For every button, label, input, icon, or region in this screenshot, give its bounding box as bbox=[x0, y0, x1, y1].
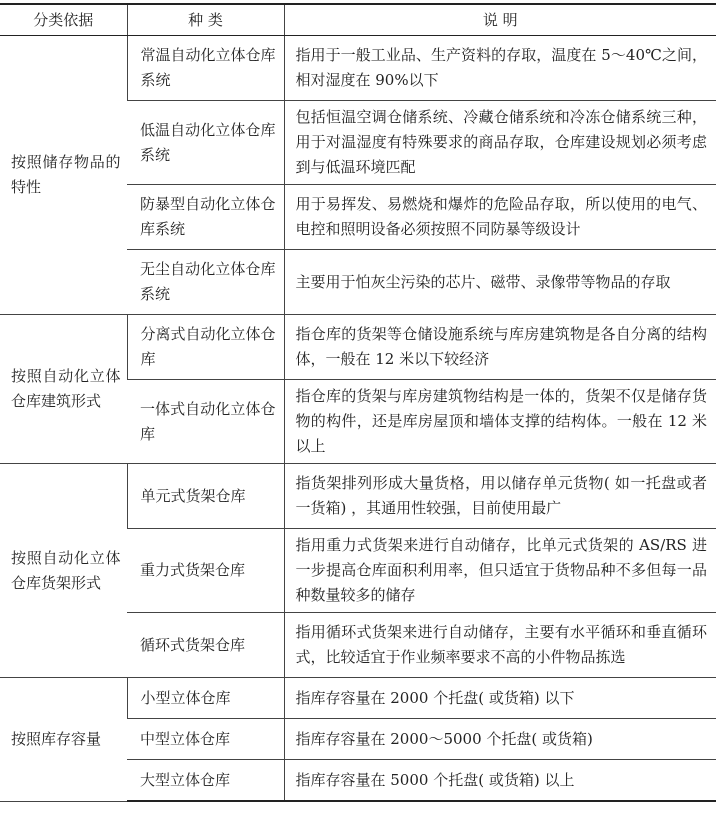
header-description: 说 明 bbox=[284, 4, 716, 36]
kind-cell: 单元式货架仓库 bbox=[127, 464, 284, 529]
kind-cell: 小型立体仓库 bbox=[127, 678, 284, 719]
kind-cell: 常温自动化立体仓库系统 bbox=[127, 36, 284, 101]
kind-cell: 分离式自动化立体仓库 bbox=[127, 315, 284, 380]
kind-cell: 防暴型自动化立体仓库系统 bbox=[127, 185, 284, 250]
table-row bbox=[0, 464, 716, 529]
kind-cell: 大型立体仓库 bbox=[127, 760, 284, 802]
kind-cell: 重力式货架仓库 bbox=[127, 529, 284, 613]
description-cell: 指库存容量在 2000 个托盘( 或货箱) 以下 bbox=[284, 678, 716, 719]
basis-cell: 按照自动化立体仓库货架形式 bbox=[0, 464, 127, 678]
table-row bbox=[0, 315, 716, 380]
kind-cell: 一体式自动化立体仓库 bbox=[127, 380, 284, 464]
basis-cell: 按照库存容量 bbox=[0, 678, 127, 802]
description-cell: 主要用于怕灰尘污染的芯片、磁带、录像带等物品的存取 bbox=[284, 250, 716, 315]
description-cell: 指库存容量在 2000～5000 个托盘( 或货箱) bbox=[284, 719, 716, 760]
description-cell: 指仓库的货架等仓储设施系统与库房建筑物是各自分离的结构体，一般在 12 米以下较经济 bbox=[284, 315, 716, 380]
description-cell: 指货架排列形成大量货格，用以储存单元货物( 如一托盘或者一货箱) ，其通用性较强，目前使用最广 bbox=[284, 464, 716, 529]
basis-cell: 按照自动化立体仓库建筑形式 bbox=[0, 315, 127, 464]
description-cell: 用于易挥发、易燃烧和爆炸的危险品存取，所以使用的电气、电控和照明设备必须按照不同防暴等级设计 bbox=[284, 185, 716, 250]
description-cell: 指用循环式货架来进行自动储存，主要有水平循环和垂直循环式，比较适宜于作业频率要求不高的小件物品拣选 bbox=[284, 613, 716, 678]
classification-table bbox=[0, 3, 716, 802]
table-row bbox=[0, 36, 716, 101]
description-cell: 指用于一般工业品、生产资料的存取，温度在 5～40℃之间，相对湿度在 90%以下 bbox=[284, 36, 716, 101]
header-kind: 种 类 bbox=[127, 4, 284, 36]
kind-cell: 循环式货架仓库 bbox=[127, 613, 284, 678]
description-cell: 指用重力式货架来进行自动储存，比单元式货架的 AS/RS 进一步提高仓库面积利用率，但只适宜于货物品种不多但每一品种数量较多的储存 bbox=[284, 529, 716, 613]
description-cell: 指库存容量在 5000 个托盘( 或货箱) 以上 bbox=[284, 760, 716, 802]
description-cell: 指仓库的货架与库房建筑物结构是一体的，货架不仅是储存货物的构件，还是库房屋顶和墙体支撑的结构体。一般在 12 米以上 bbox=[284, 380, 716, 464]
kind-cell: 中型立体仓库 bbox=[127, 719, 284, 760]
table-row bbox=[0, 678, 716, 719]
basis-cell: 按照储存物品的特性 bbox=[0, 36, 127, 315]
kind-cell: 低温自动化立体仓库系统 bbox=[127, 101, 284, 185]
kind-cell: 无尘自动化立体仓库系统 bbox=[127, 250, 284, 315]
table-header-row bbox=[0, 4, 716, 36]
description-cell: 包括恒温空调仓储系统、冷藏仓储系统和冷冻仓储系统三种，用于对温湿度有特殊要求的商品存取，仓库建设规划必须考虑到与低温环境匹配 bbox=[284, 101, 716, 185]
header-basis: 分类依据 bbox=[0, 4, 127, 36]
